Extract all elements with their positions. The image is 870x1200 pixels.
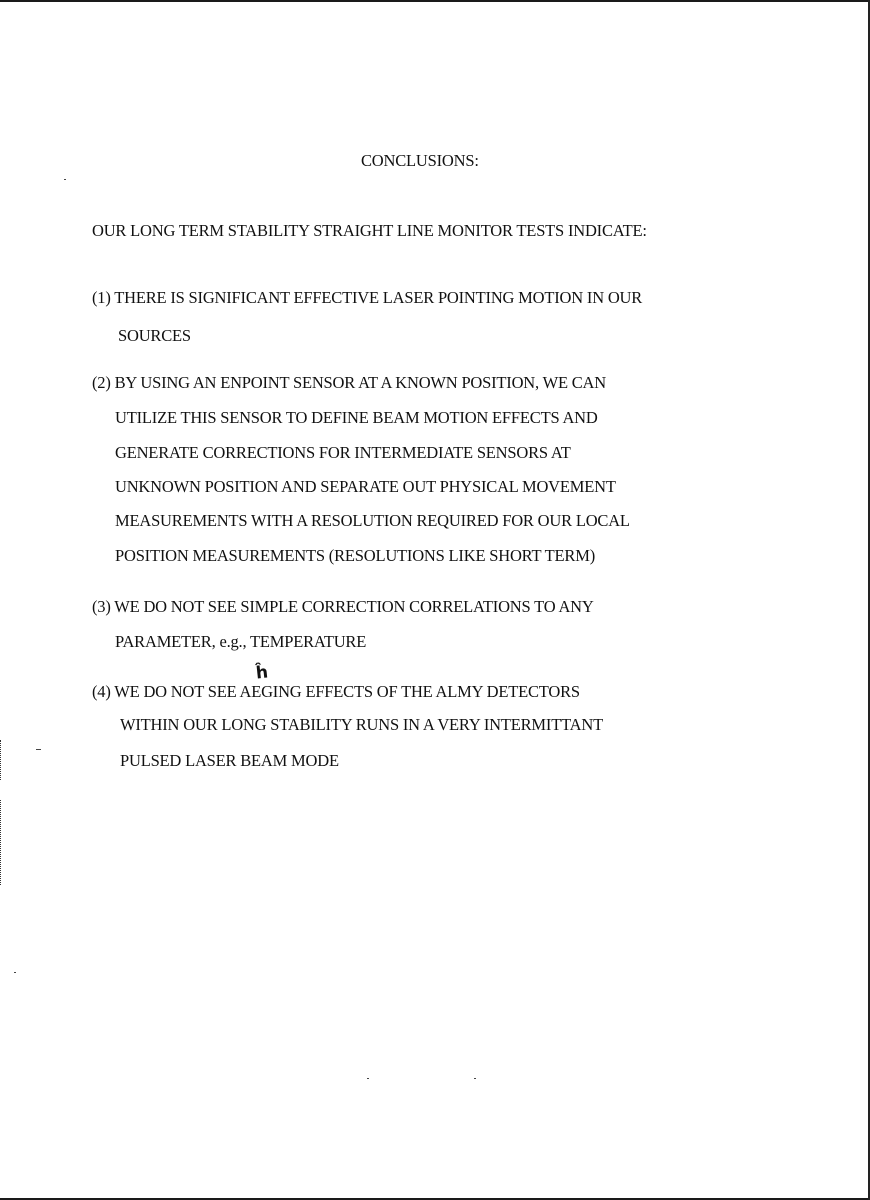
conclusion-4-line: WITHIN OUR LONG STABILITY RUNS IN A VERY INTERMITTANT: [120, 715, 603, 734]
scan-margin-dots: [0, 740, 3, 780]
conclusion-1-line: (1) THERE IS SIGNIFICANT EFFECTIVE LASER POINTING MOTION IN OUR: [92, 288, 643, 307]
conclusion-2-line: GENERATE CORRECTIONS FOR INTERMEDIATE SENSORS AT: [115, 443, 571, 462]
conclusion-2-line: UNKNOWN POSITION AND SEPARATE OUT PHYSICAL MOVEMENT: [115, 477, 616, 496]
scan-edge-top: [0, 0, 870, 2]
handwritten-correction: ĥ: [254, 662, 270, 684]
scan-speck: [367, 1078, 369, 1079]
scan-speck: [64, 179, 66, 180]
conclusion-3-line: PARAMETER, e.g., TEMPERATURE: [115, 632, 367, 651]
scan-speck: [36, 749, 41, 750]
conclusion-2-line: MEASUREMENTS WITH A RESOLUTION REQUIRED FOR OUR LOCAL: [115, 511, 630, 530]
conclusion-2-line: (2) BY USING AN ENPOINT SENSOR AT A KNOWN POSITION, WE CAN: [92, 373, 606, 392]
scan-speck: [14, 972, 16, 973]
scan-margin-dots: [0, 800, 3, 885]
conclusion-4-line: PULSED LASER BEAM MODE: [120, 751, 339, 770]
conclusion-1-line: SOURCES: [118, 326, 191, 345]
intro-statement: OUR LONG TERM STABILITY STRAIGHT LINE MONITOR TESTS INDICATE:: [92, 221, 647, 240]
conclusion-2-line: POSITION MEASUREMENTS (RESOLUTIONS LIKE SHORT TERM): [115, 546, 596, 565]
page-title: CONCLUSIONS:: [361, 151, 479, 170]
scan-speck: [474, 1078, 476, 1079]
conclusion-3-line: (3) WE DO NOT SEE SIMPLE CORRECTION CORRELATIONS TO ANY: [92, 597, 594, 616]
conclusion-2-line: UTILIZE THIS SENSOR TO DEFINE BEAM MOTION EFFECTS AND: [115, 408, 598, 427]
conclusion-4-line: (4) WE DO NOT SEE AEGING EFFECTS OF THE ALMY DETECTORS: [92, 682, 580, 701]
